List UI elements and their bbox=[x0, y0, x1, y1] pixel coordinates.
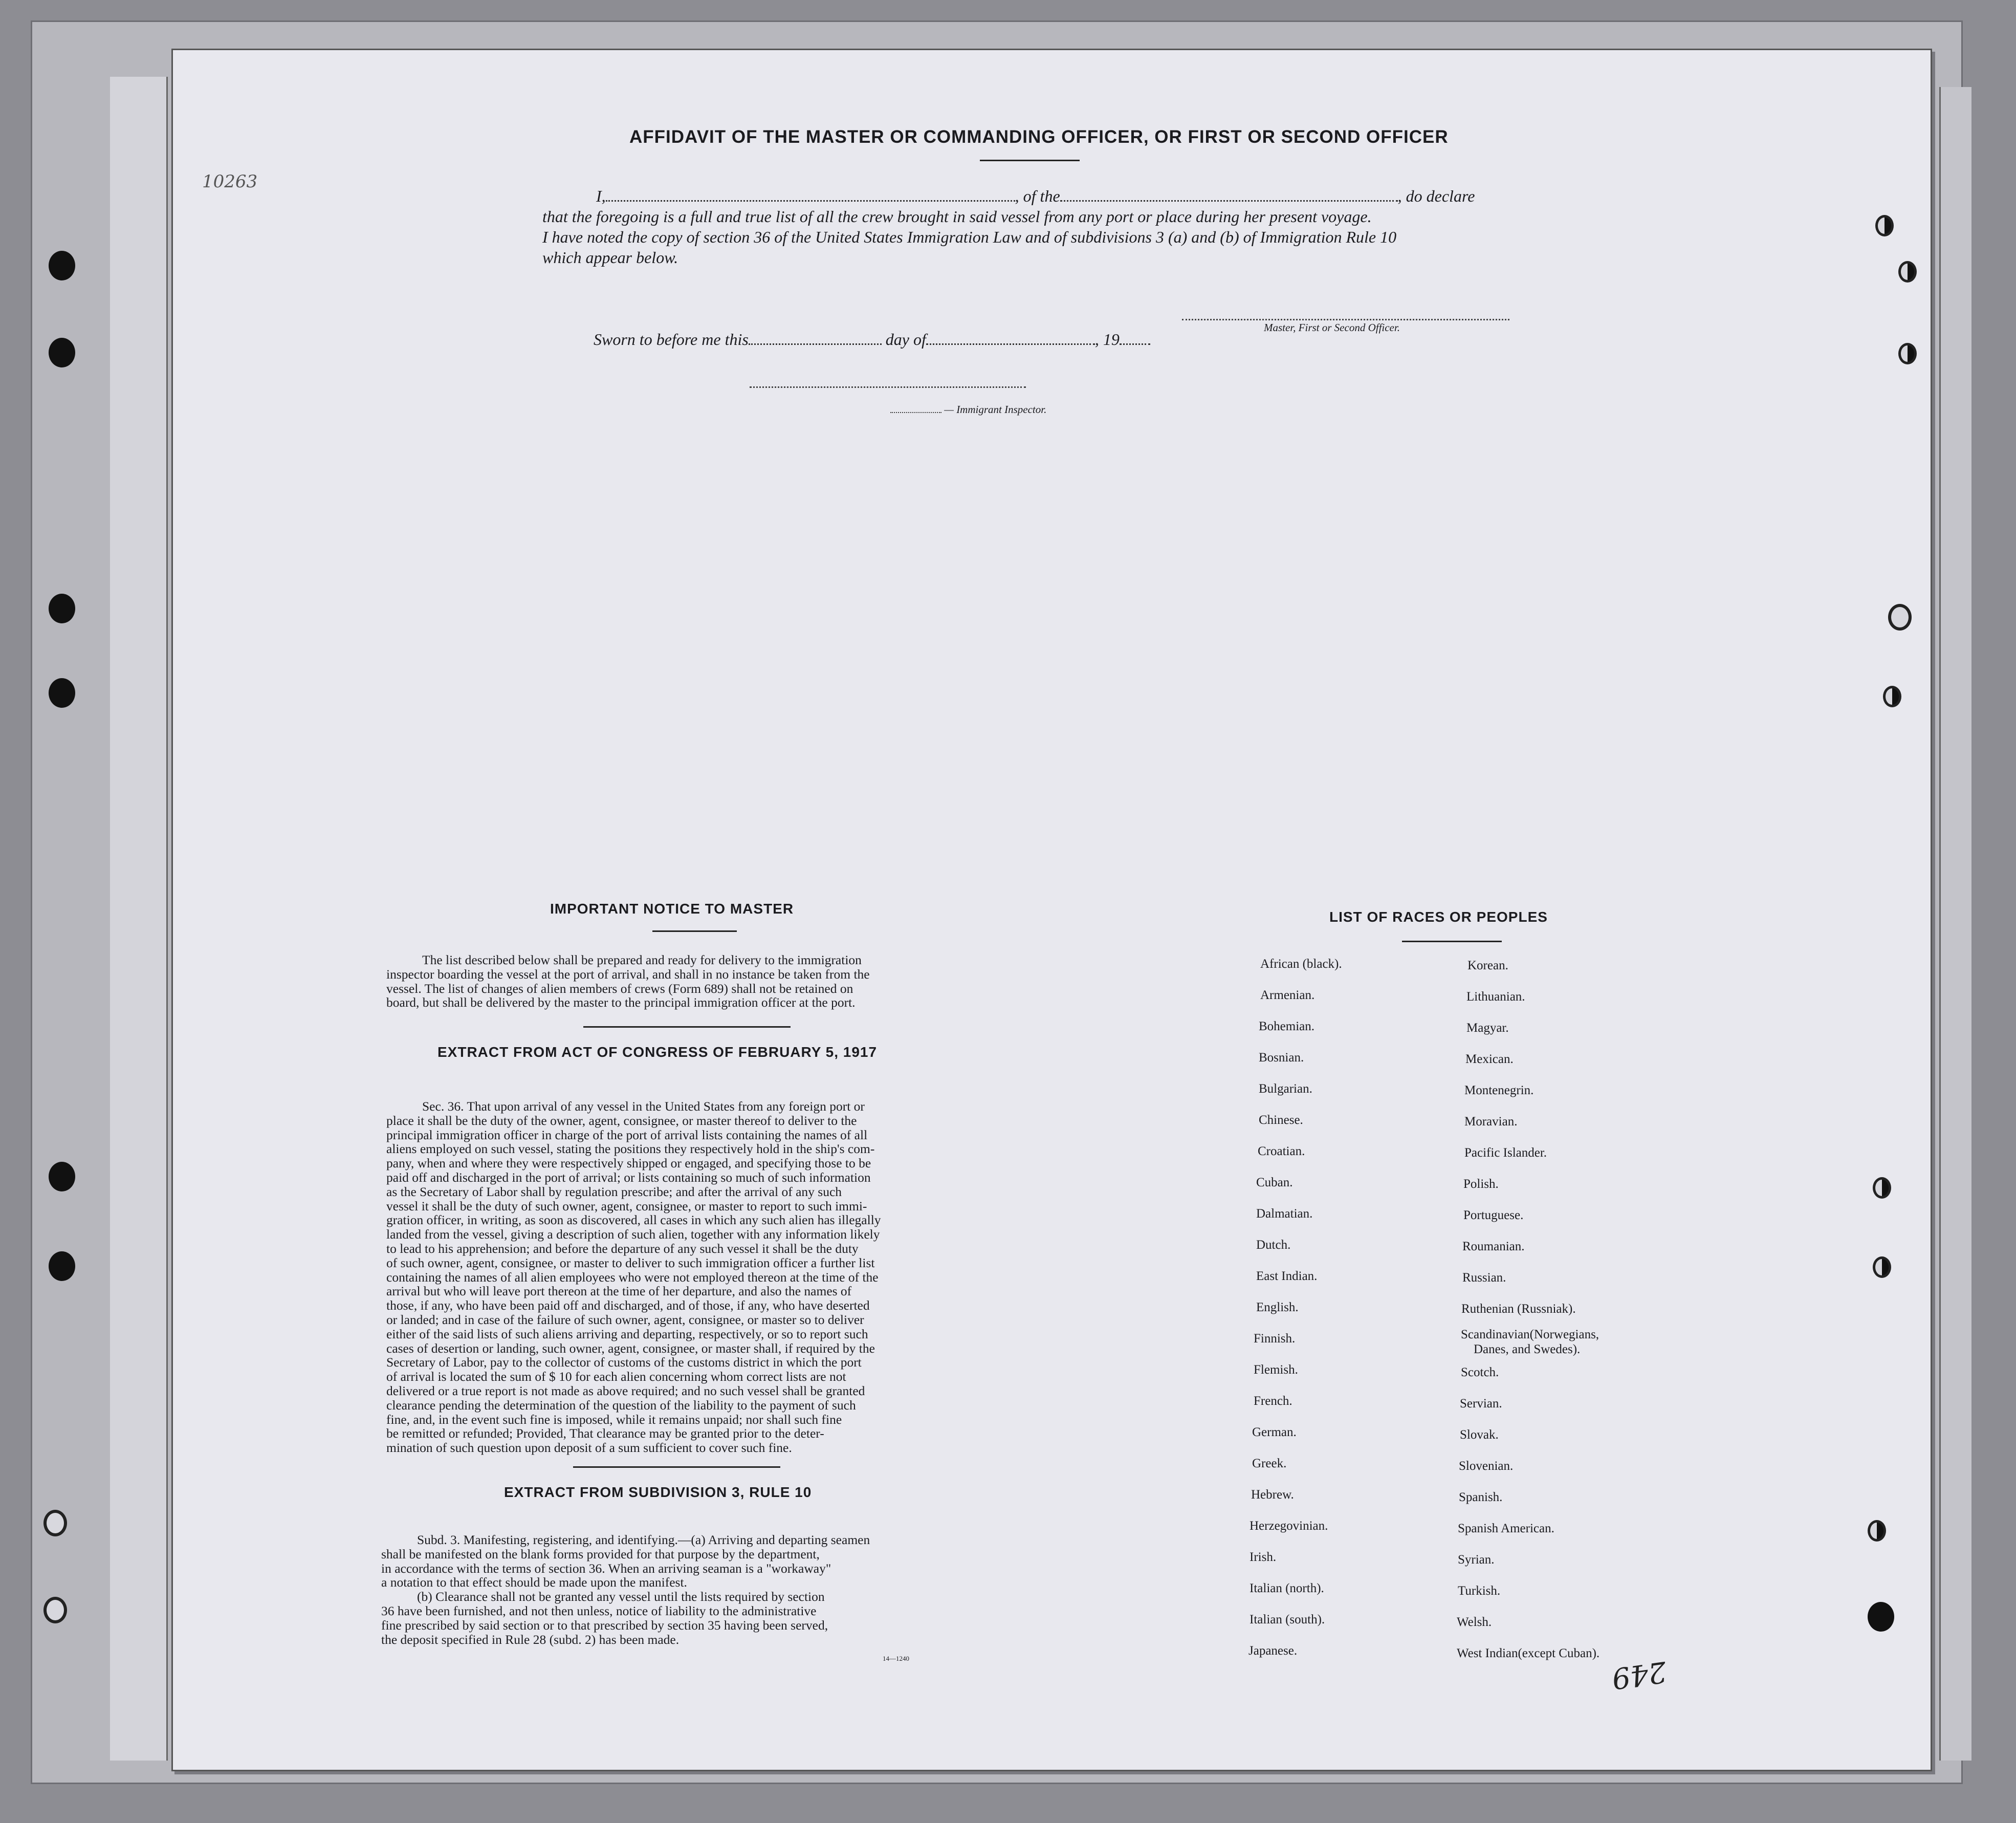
race-item: English. bbox=[1256, 1300, 1299, 1314]
binder-hole-icon bbox=[49, 251, 75, 280]
section-rule bbox=[573, 1466, 780, 1468]
punch-hole-icon bbox=[1888, 604, 1912, 631]
affidavit-title: AFFIDAVIT OF THE MASTER OR COMMANDING OFFICER, OR FIRST OR SECOND OFFICER bbox=[629, 127, 1449, 147]
notice-rule bbox=[652, 930, 737, 932]
punch-hole-icon bbox=[1883, 686, 1901, 707]
race-item: Welsh. bbox=[1457, 1615, 1492, 1629]
race-item: Japanese. bbox=[1248, 1644, 1298, 1658]
race-item: Armenian. bbox=[1260, 988, 1315, 1002]
race-item: Bosnian. bbox=[1259, 1051, 1304, 1065]
race-item: Syrian. bbox=[1458, 1553, 1495, 1567]
race-item: Slovak. bbox=[1460, 1428, 1499, 1442]
month-blank[interactable] bbox=[926, 343, 1095, 345]
race-item: Cuban. bbox=[1256, 1176, 1293, 1189]
race-item: Polish. bbox=[1463, 1177, 1499, 1191]
label-declare: , do declare bbox=[1397, 187, 1475, 205]
race-item: African (black). bbox=[1260, 957, 1342, 971]
binder-hole-open-icon bbox=[43, 1510, 67, 1536]
race-item: Dalmatian. bbox=[1256, 1207, 1313, 1221]
punch-hole-icon bbox=[1875, 215, 1894, 236]
sworn-line bbox=[594, 330, 1150, 349]
binder-hole-icon bbox=[49, 594, 75, 623]
rule-10-paragraph: Subd. 3. Manifesting, registering, and identifying.—(a) Arriving and departing seamen shall be manifested on the blank forms provided for that purpose by the department, in accordance with the terms of section 36. When an arriving seaman is a "workaway" a notation to that effect should be made upon the manifest. (b) Clearance shall not be granted any vessel until the lists required by section 36 have been furnished, and not then unless, notice of liability to the administrative fine prescribed by said section or to that prescribed by section 35 having been served, the deposit specified in Rule 28 (subd. 2) has been made. bbox=[381, 1532, 870, 1647]
race-item: Korean. bbox=[1467, 959, 1508, 972]
race-item: Slovenian. bbox=[1459, 1459, 1514, 1473]
races-rule bbox=[1402, 941, 1502, 942]
binder-hole-icon bbox=[49, 1251, 75, 1281]
race-item: Portuguese. bbox=[1463, 1208, 1524, 1222]
affidavit-page bbox=[171, 49, 1932, 1771]
notice-title: IMPORTANT NOTICE TO MASTER bbox=[550, 901, 794, 917]
race-item: Hebrew. bbox=[1251, 1488, 1294, 1502]
handwritten-page-number: 249 bbox=[1609, 1654, 1669, 1696]
affidavit-line-1 bbox=[596, 187, 1475, 206]
handwritten-note: 10263 bbox=[202, 171, 258, 192]
race-item: Moravian. bbox=[1464, 1115, 1518, 1128]
race-item: Russian. bbox=[1462, 1271, 1506, 1285]
race-item: Bulgarian. bbox=[1259, 1082, 1312, 1096]
race-item: Croatian. bbox=[1258, 1144, 1305, 1158]
race-item: Finnish. bbox=[1254, 1332, 1296, 1345]
binder-hole-open-icon bbox=[43, 1597, 67, 1623]
race-item: Lithuanian. bbox=[1466, 990, 1525, 1004]
label-day-of: day of bbox=[885, 330, 926, 349]
binder-hole-icon bbox=[49, 678, 75, 708]
punch-hole-icon bbox=[1873, 1177, 1891, 1199]
race-item: Ruthenian (Russniak). bbox=[1461, 1302, 1576, 1316]
race-item: Chinese. bbox=[1259, 1113, 1303, 1127]
race-item: Italian (north). bbox=[1250, 1581, 1324, 1595]
race-item: Bohemian. bbox=[1259, 1019, 1315, 1033]
race-item: Flemish. bbox=[1254, 1363, 1298, 1377]
binder-strip-left bbox=[110, 77, 168, 1761]
race-item: Italian (south). bbox=[1250, 1613, 1325, 1626]
master-signature-line[interactable] bbox=[1182, 319, 1509, 320]
binder-hole-icon bbox=[49, 1162, 75, 1191]
race-item: East Indian. bbox=[1256, 1269, 1318, 1283]
races-title: LIST OF RACES OR PEOPLES bbox=[1329, 909, 1548, 925]
punch-hole-icon bbox=[1898, 261, 1917, 283]
label-year: , 19 bbox=[1094, 330, 1120, 349]
form-number: 14—1240 bbox=[883, 1655, 909, 1662]
race-item: Herzegovinian. bbox=[1250, 1519, 1328, 1533]
binder-hole-icon bbox=[49, 338, 75, 367]
affidavit-line-2: that the foregoing is a full and true list of all the crew brought in said vessel from any port or place during her present voyage. bbox=[542, 207, 1372, 226]
race-item: Mexican. bbox=[1465, 1052, 1514, 1066]
year-blank[interactable] bbox=[1120, 343, 1150, 345]
affidavit-line-4: which appear below. bbox=[542, 248, 678, 267]
race-item: Spanish American. bbox=[1458, 1522, 1554, 1535]
race-item: Scotch. bbox=[1461, 1365, 1499, 1379]
race-item: Irish. bbox=[1250, 1550, 1277, 1564]
inspector-caption: — Immigrant Inspector. bbox=[890, 403, 1046, 416]
race-item: Scandinavian(Norwegians, bbox=[1461, 1328, 1599, 1341]
race-item-continued: Danes, and Swedes). bbox=[1474, 1342, 1581, 1356]
race-item: Magyar. bbox=[1466, 1021, 1509, 1035]
label-i: I, bbox=[596, 187, 606, 205]
name-blank[interactable] bbox=[606, 200, 1015, 202]
notice-paragraph: The list described below shall be prepared and ready for delivery to the immigration inspector boarding the vessel at the port of arrival, and shall in no instance be taken from the vessel. The list of changes of alien members of crews (Form 689) shall not be retained on board, but shall be delivered by the master to the principal immigration officer at the port. bbox=[386, 952, 870, 1010]
race-item: Roumanian. bbox=[1462, 1240, 1525, 1253]
race-item: Servian. bbox=[1460, 1397, 1502, 1410]
race-item: French. bbox=[1254, 1394, 1292, 1408]
extract-act-title: EXTRACT FROM ACT OF CONGRESS OF FEBRUARY 5, 1917 bbox=[437, 1044, 878, 1060]
binder-strip-right bbox=[1939, 87, 1971, 1761]
vessel-blank[interactable] bbox=[1060, 200, 1398, 202]
punch-hole-icon bbox=[1868, 1520, 1886, 1542]
race-item: West Indian(except Cuban). bbox=[1457, 1646, 1600, 1660]
affidavit-line-3: I have noted the copy of section 36 of the United States Immigration Law and of subdivisions 3 (a) and (b) of Immigration Rule 10 bbox=[542, 228, 1397, 246]
master-caption: Master, First or Second Officer. bbox=[1264, 321, 1400, 334]
section-rule bbox=[583, 1026, 791, 1028]
day-blank[interactable] bbox=[749, 343, 882, 345]
extract-rule-title: EXTRACT FROM SUBDIVISION 3, RULE 10 bbox=[504, 1484, 812, 1500]
label-sworn: Sworn to before me this bbox=[594, 330, 749, 349]
title-rule bbox=[980, 160, 1080, 161]
punch-hole-icon bbox=[1868, 1602, 1894, 1632]
punch-hole-icon bbox=[1873, 1256, 1891, 1278]
label-of-the: , of the bbox=[1015, 187, 1060, 205]
inspector-signature-line[interactable] bbox=[750, 386, 1026, 388]
race-item: Pacific Islander. bbox=[1464, 1146, 1547, 1160]
punch-hole-icon bbox=[1898, 343, 1917, 364]
section-36-paragraph: Sec. 36. That upon arrival of any vessel in the United States from any foreign port or place it shall be the duty of the owner, agent, consignee, or master thereof to deliver to the principal immigration officer in charge of the port of arrival lists containing the names of all aliens employed on such vessel, stating the positions they respectively hold in the ship's com- pany, when and where they were respectively shipped or engaged, and specifying those to be paid off and discharged in the port of arrival; or lists containing so much of such information as the Secretary of Labor shall by regulation prescribe; and after the arrival of any such vessel it shall be the duty of such owner, agent, consignee, or master to report to such immi- gration officer, in writing, as soon as discovered, all cases in which any such alien has illegally landed from the vessel, giving a description of such alien, together with any information likely to lead to his apprehension; and before the departure of any such vessel it shall be the duty of such owner, agent, consignee, or master to deliver to such immigration officer a further list containing the names of all alien employees who were not employed thereon at the time of the arrival but who will leave port thereon at the time of her departure, and also the names of those, if any, who have been paid off and discharged, and of those, if any, who have deserted or landed; and in case of the failure of such owner, agent, consignee, or master so to deliver either of the said lists of such aliens arriving and departing, respectively, or so to report such cases of desertion or landing, such owner, agent, consignee, or master shall, if required by the Secretary of Labor, pay to the collector of customs of the customs district in which the port of arrival is located the sum of $ 10 for each alien concerning whom correct lists are not delivered or a true report is not made as above required; and no such vessel shall be granted clearance pending the determination of the question of the liability to the payment of such fine, and, in the event such fine is imposed, while it remains unpaid; nor shall such fine be remitted or refunded; Provided, That clearance may be granted prior to the deter- mination of such question upon deposit of a sum sufficient to cover such fine. bbox=[386, 1099, 881, 1456]
race-item: German. bbox=[1252, 1425, 1297, 1439]
race-item: Greek. bbox=[1252, 1457, 1287, 1470]
race-item: Spanish. bbox=[1459, 1490, 1503, 1504]
race-item: Turkish. bbox=[1458, 1584, 1501, 1598]
race-item: Dutch. bbox=[1256, 1238, 1291, 1252]
race-item: Montenegrin. bbox=[1464, 1083, 1534, 1097]
